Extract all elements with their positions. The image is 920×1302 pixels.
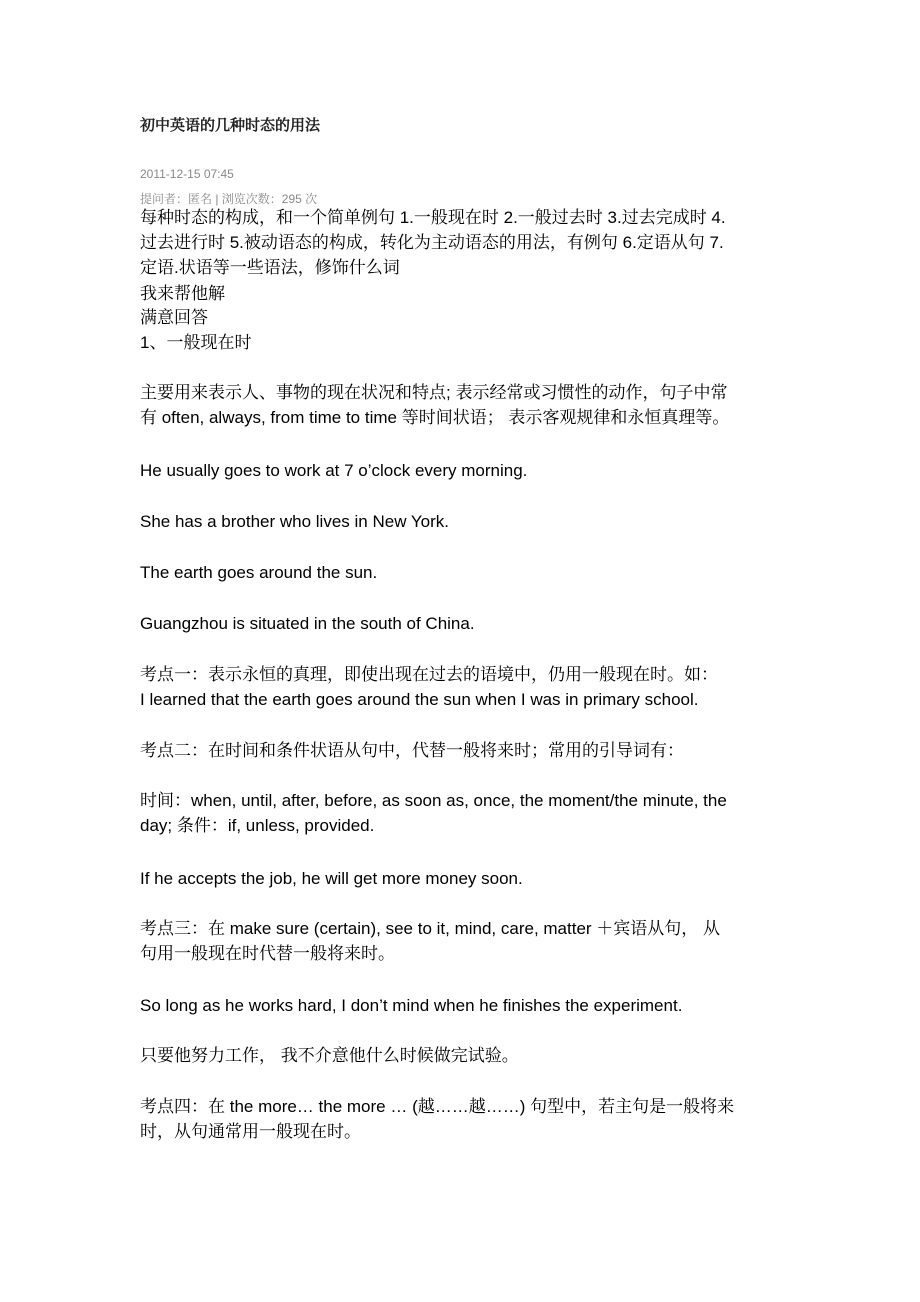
question-line: 每种时态的构成，和一个简单例句 1.一般现在时 2.一般过去时 3.过去完成时 4. [140, 208, 726, 227]
paragraph-line: 考点四：在 the more… the more … (越……越……) 句型中，若主句是一般将来 [140, 1097, 735, 1116]
example-sentence: Guangzhou is situated in the south of China. [140, 614, 475, 633]
post-date: 2011-12-15 07:45 [140, 167, 234, 181]
translation-line: 只要他努力工作， 我不介意他什么时候做完试验。 [140, 1046, 519, 1065]
paragraph-line: 考点一：表示永恒的真理，即使出现在过去的语境中，仍用一般现在时。如： [140, 665, 718, 684]
paragraph-line: 句用一般现在时代替一般将来时。 [140, 944, 395, 963]
paragraph-line: 有 often, always, from time to time 等时间状语； 表示客观规律和永恒真理等。 [140, 408, 730, 427]
paragraph-line: 时间：when, until, after, before, as soon as, once, the moment/the minute, the [140, 791, 727, 810]
example-sentence: He usually goes to work at 7 o’clock every morning. [140, 461, 528, 480]
section-heading: 1、一般现在时 [140, 333, 252, 352]
page-title: 初中英语的几种时态的用法 [140, 117, 321, 134]
paragraph-line: 考点二：在时间和条件状语从句中，代替一般将来时；常用的引导词有： [140, 741, 684, 760]
help-answer-link[interactable]: 我来帮他解 [140, 284, 225, 303]
example-sentence: If he accepts the job, he will get more money soon. [140, 869, 523, 888]
example-sentence: I learned that the earth goes around the sun when I was in primary school. [140, 690, 699, 709]
question-line: 过去进行时 5.被动语态的构成，转化为主动语态的用法，有例句 6.定语从句 7. [140, 233, 724, 252]
answer-label: 满意回答 [140, 308, 208, 327]
paragraph-line: day; 条件：if, unless, provided. [140, 816, 375, 835]
paragraph-line: 考点三：在 make sure (certain), see to it, mind, care, matter ＋宾语从句， 从 [140, 919, 721, 938]
example-sentence: The earth goes around the sun. [140, 563, 378, 582]
post-meta: 提问者：匿名 | 浏览次数：295 次 [140, 192, 318, 206]
paragraph-line: 时，从句通常用一般现在时。 [140, 1122, 361, 1141]
example-sentence: She has a brother who lives in New York. [140, 512, 450, 531]
example-sentence: So long as he works hard, I don’t mind when he finishes the experiment. [140, 996, 683, 1015]
paragraph-line: 主要用来表示人、事物的现在状况和特点; 表示经常或习惯性的动作，句子中常 [140, 383, 728, 402]
question-line: 定语.状语等一些语法，修饰什么词 [140, 258, 400, 277]
